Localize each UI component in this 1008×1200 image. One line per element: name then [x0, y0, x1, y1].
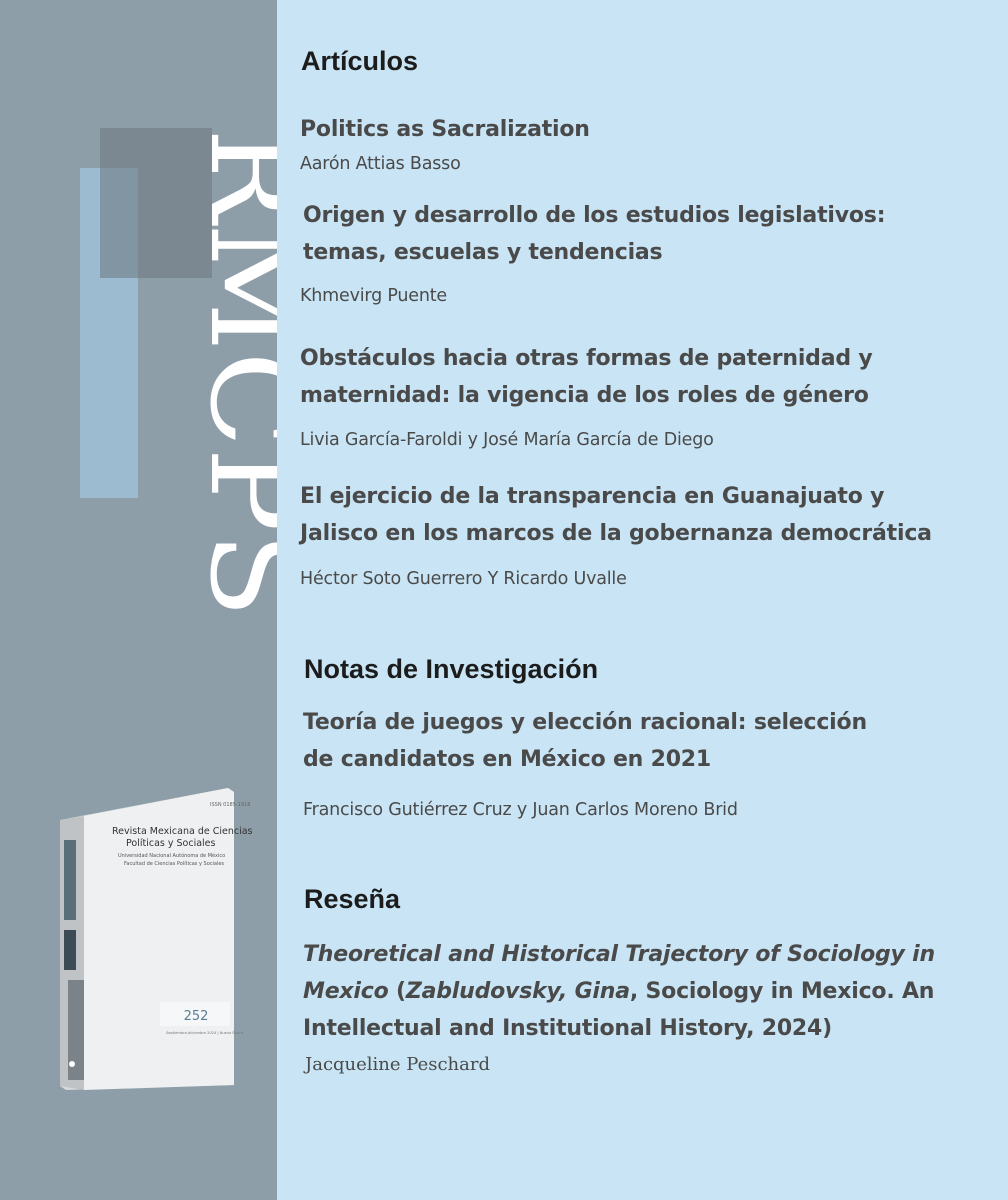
article-title-line: temas, escuelas y tendencias	[303, 240, 663, 265]
article-title[interactable]	[303, 197, 885, 271]
cover-footer: Septiembre-diciembre 2024 | Nueva Época	[166, 1031, 244, 1035]
rmcps-logo	[80, 128, 322, 618]
section-heading-articulos: Artículos	[301, 46, 419, 76]
sidebar	[0, 0, 322, 1200]
cover-journal-line2: Políticas y Sociales	[126, 838, 216, 849]
review-author: Jacqueline Peschard	[305, 1054, 491, 1075]
article-title[interactable]	[300, 340, 873, 414]
cover-journal-line1: Revista Mexicana de Ciencias	[112, 826, 253, 837]
article-title-line: Origen y desarrollo de los estudios legislativos:	[303, 203, 886, 228]
note-author: Francisco Gutiérrez Cruz y Juan Carlos Moreno Brid	[303, 800, 738, 820]
article-title[interactable]	[300, 478, 932, 552]
review-title-line: Theoretical and Historical Trajectory of Sociology in	[303, 942, 935, 967]
article-author: Khmevirg Puente	[300, 286, 447, 306]
article-title[interactable]: Politics as Sacralization	[300, 117, 590, 142]
article-title-line: maternidad: la vigencia de los roles de género	[300, 383, 869, 408]
review-title-line: Intellectual and Institutional History, 2024)	[303, 1016, 832, 1041]
article-title-line: Obstáculos hacia otras formas de paternidad y	[300, 346, 873, 371]
note-title[interactable]	[303, 704, 867, 778]
note-title-line: de candidatos en México en 2021	[303, 747, 712, 772]
journal-cover-image	[50, 780, 253, 1090]
review-title-line: Mexico (Zabludovsky, Gina, Sociology in Mexico. An	[303, 979, 935, 1004]
table-of-contents	[277, 0, 1008, 1200]
section-heading-notas: Notas de Investigación	[304, 654, 599, 684]
logo-text: RMCPS	[183, 128, 322, 596]
cover-faculty: Facultad de Ciencias Políticas y Sociales	[124, 861, 225, 867]
review-title[interactable]	[303, 936, 935, 1047]
cover-university: Universidad Nacional Autónoma de México	[118, 853, 226, 859]
section-heading-resena: Reseña	[304, 884, 401, 914]
article-title-line: Jalisco en los marcos de la gobernanza democrática	[300, 521, 932, 546]
article-title-line: El ejercicio de la transparencia en Guanajuato y	[300, 484, 885, 509]
note-title-line: Teoría de juegos y elección racional: selección	[303, 710, 867, 735]
cover-issue-number: 252	[183, 1009, 209, 1024]
article-author: Héctor Soto Guerrero Y Ricardo Uvalle	[300, 569, 627, 589]
article-author: Aarón Attias Basso	[300, 154, 461, 174]
article-author: Livia García-Faroldi y José María García de Diego	[300, 430, 714, 450]
cover-issn: ISSN 0185-1918	[210, 802, 251, 808]
